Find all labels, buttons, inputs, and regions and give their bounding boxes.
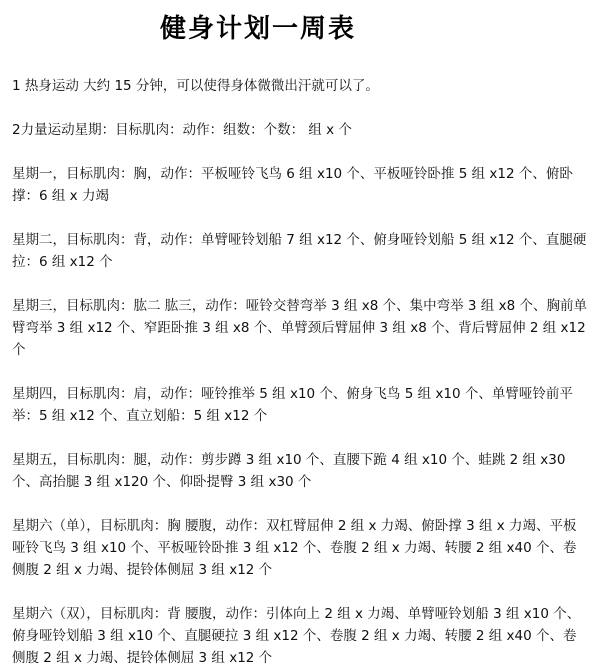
- paragraph-thursday: 星期四，目标肌肉：肩，动作：哑铃推举 5 组 x10 个、俯身飞鸟 5 组 x10 个、单臂哑铃前平举：5 组 x12 个、直立划船：5 组 x12 个: [12, 386, 573, 424]
- paragraph-monday: 星期一，目标肌肉：胸，动作：平板哑铃飞鸟 6 组 x10 个、平板哑铃卧推 5 组 x12 个、俯卧撑：6 组 x 力竭: [12, 166, 573, 204]
- paragraph-strength-header: 2力量运动星期：目标肌肉：动作：组数：个数： 组 x 个: [12, 122, 352, 138]
- paragraph-friday: 星期五，目标肌肉：腿，动作：剪步蹲 3 组 x10 个、直腰下跪 4 组 x10 个、蛙跳 2 组 x30 个、高抬腿 3 组 x120 个、仰卧提臀 3 组 x30 个: [12, 452, 566, 490]
- page-title: 健身计划一周表: [160, 14, 357, 44]
- paragraph-tuesday: 星期二，目标肌肉：背，动作：单臂哑铃划船 7 组 x12 个、俯身哑铃划船 5 组 x12 个、直腿硬拉：6 组 x12 个: [12, 232, 587, 270]
- paragraph-saturday-even: 星期六（双），目标肌肉：背 腰腹，动作：引体向上 2 组 x 力竭、单臂哑铃划船 3 组 x10 个、俯身哑铃划船 3 组 x10 个、直腿硬拉 3 组 x12 个、卷腹 2 组 x 力竭、转腰 2 组 x40 个、卷侧腹 2 组 x 力竭、提铃体侧屈 3 组 x12 个: [12, 606, 581, 666]
- paragraph-wednesday: 星期三，目标肌肉：肱二 肱三，动作：哑铃交替弯举 3 组 x8 个、集中弯举 3 组 x8 个、胸前单臂弯举 3 组 x12 个、窄距卧推 3 组 x8 个、单臂颈后臂屈伸 3 组 x8 个、背后臂屈伸 2 组 x12 个: [12, 298, 587, 358]
- paragraph-warmup: 1 热身运动 大约 15 分钟，可以使得身体微微出汗就可以了。: [12, 78, 379, 94]
- paragraph-saturday-odd: 星期六（单），目标肌肉：胸 腰腹，动作：双杠臂屈伸 2 组 x 力竭、俯卧撑 3 组 x 力竭、平板哑铃飞鸟 3 组 x10 个、平板哑铃卧推 3 组 x12 个、卷腹 2 组 x 力竭、转腰 2 组 x40 个、卷侧腹 2 组 x 力竭、提铃体侧屈 3 组 x12 个: [12, 518, 577, 578]
